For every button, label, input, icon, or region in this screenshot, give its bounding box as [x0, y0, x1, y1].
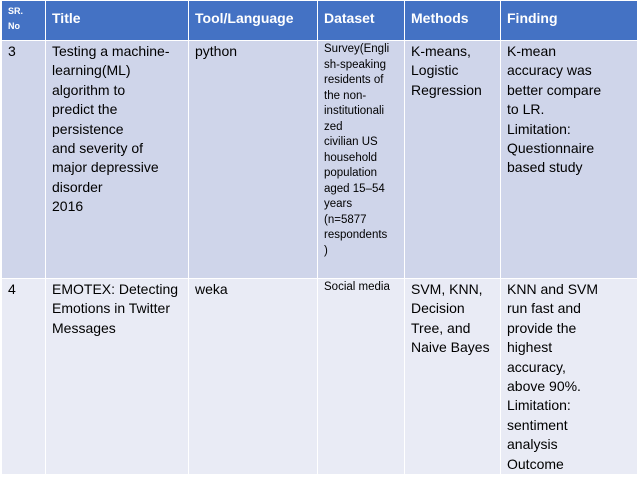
cell-sr-no: 3 — [2, 41, 46, 279]
header-finding: Finding — [501, 1, 638, 41]
cell-finding: K-mean accuracy was better compare to LR. Limitation: Questionnaire based study — [501, 41, 638, 279]
literature-table — [1, 0, 638, 475]
header-row — [2, 1, 638, 41]
header-methods: Methods — [405, 1, 501, 41]
header-dataset: Dataset — [318, 1, 405, 41]
cell-tool: python — [189, 41, 318, 279]
header-tool: Tool/Language — [189, 1, 318, 41]
cell-title: Testing a machine- learning(ML) algorithm to predict the persistence and severity of major depressive disorder 2016 — [46, 41, 189, 279]
cell-sr-no: 4 — [2, 279, 46, 475]
table-row — [2, 279, 638, 475]
table-row — [2, 41, 638, 279]
cell-dataset: Survey(Engli sh-speaking residents of the non- institutionali zed civilian US household population aged 15–54 years (n=5877 respondents ) — [318, 41, 405, 279]
cell-dataset: Social media — [318, 279, 405, 475]
cell-title: EMOTEX: Detecting Emotions in Twitter Messages — [46, 279, 189, 475]
header-title: Title — [46, 1, 189, 41]
cell-methods: SVM, KNN, Decision Tree, and Naive Bayes — [405, 279, 501, 475]
cell-finding: KNN and SVM run fast and provide the highest accuracy, above 90%. Limitation: sentiment analysis Outcome — [501, 279, 638, 475]
cell-tool: weka — [189, 279, 318, 475]
cell-methods: K-means, Logistic Regression — [405, 41, 501, 279]
header-sr-no: SR. No — [2, 1, 46, 41]
